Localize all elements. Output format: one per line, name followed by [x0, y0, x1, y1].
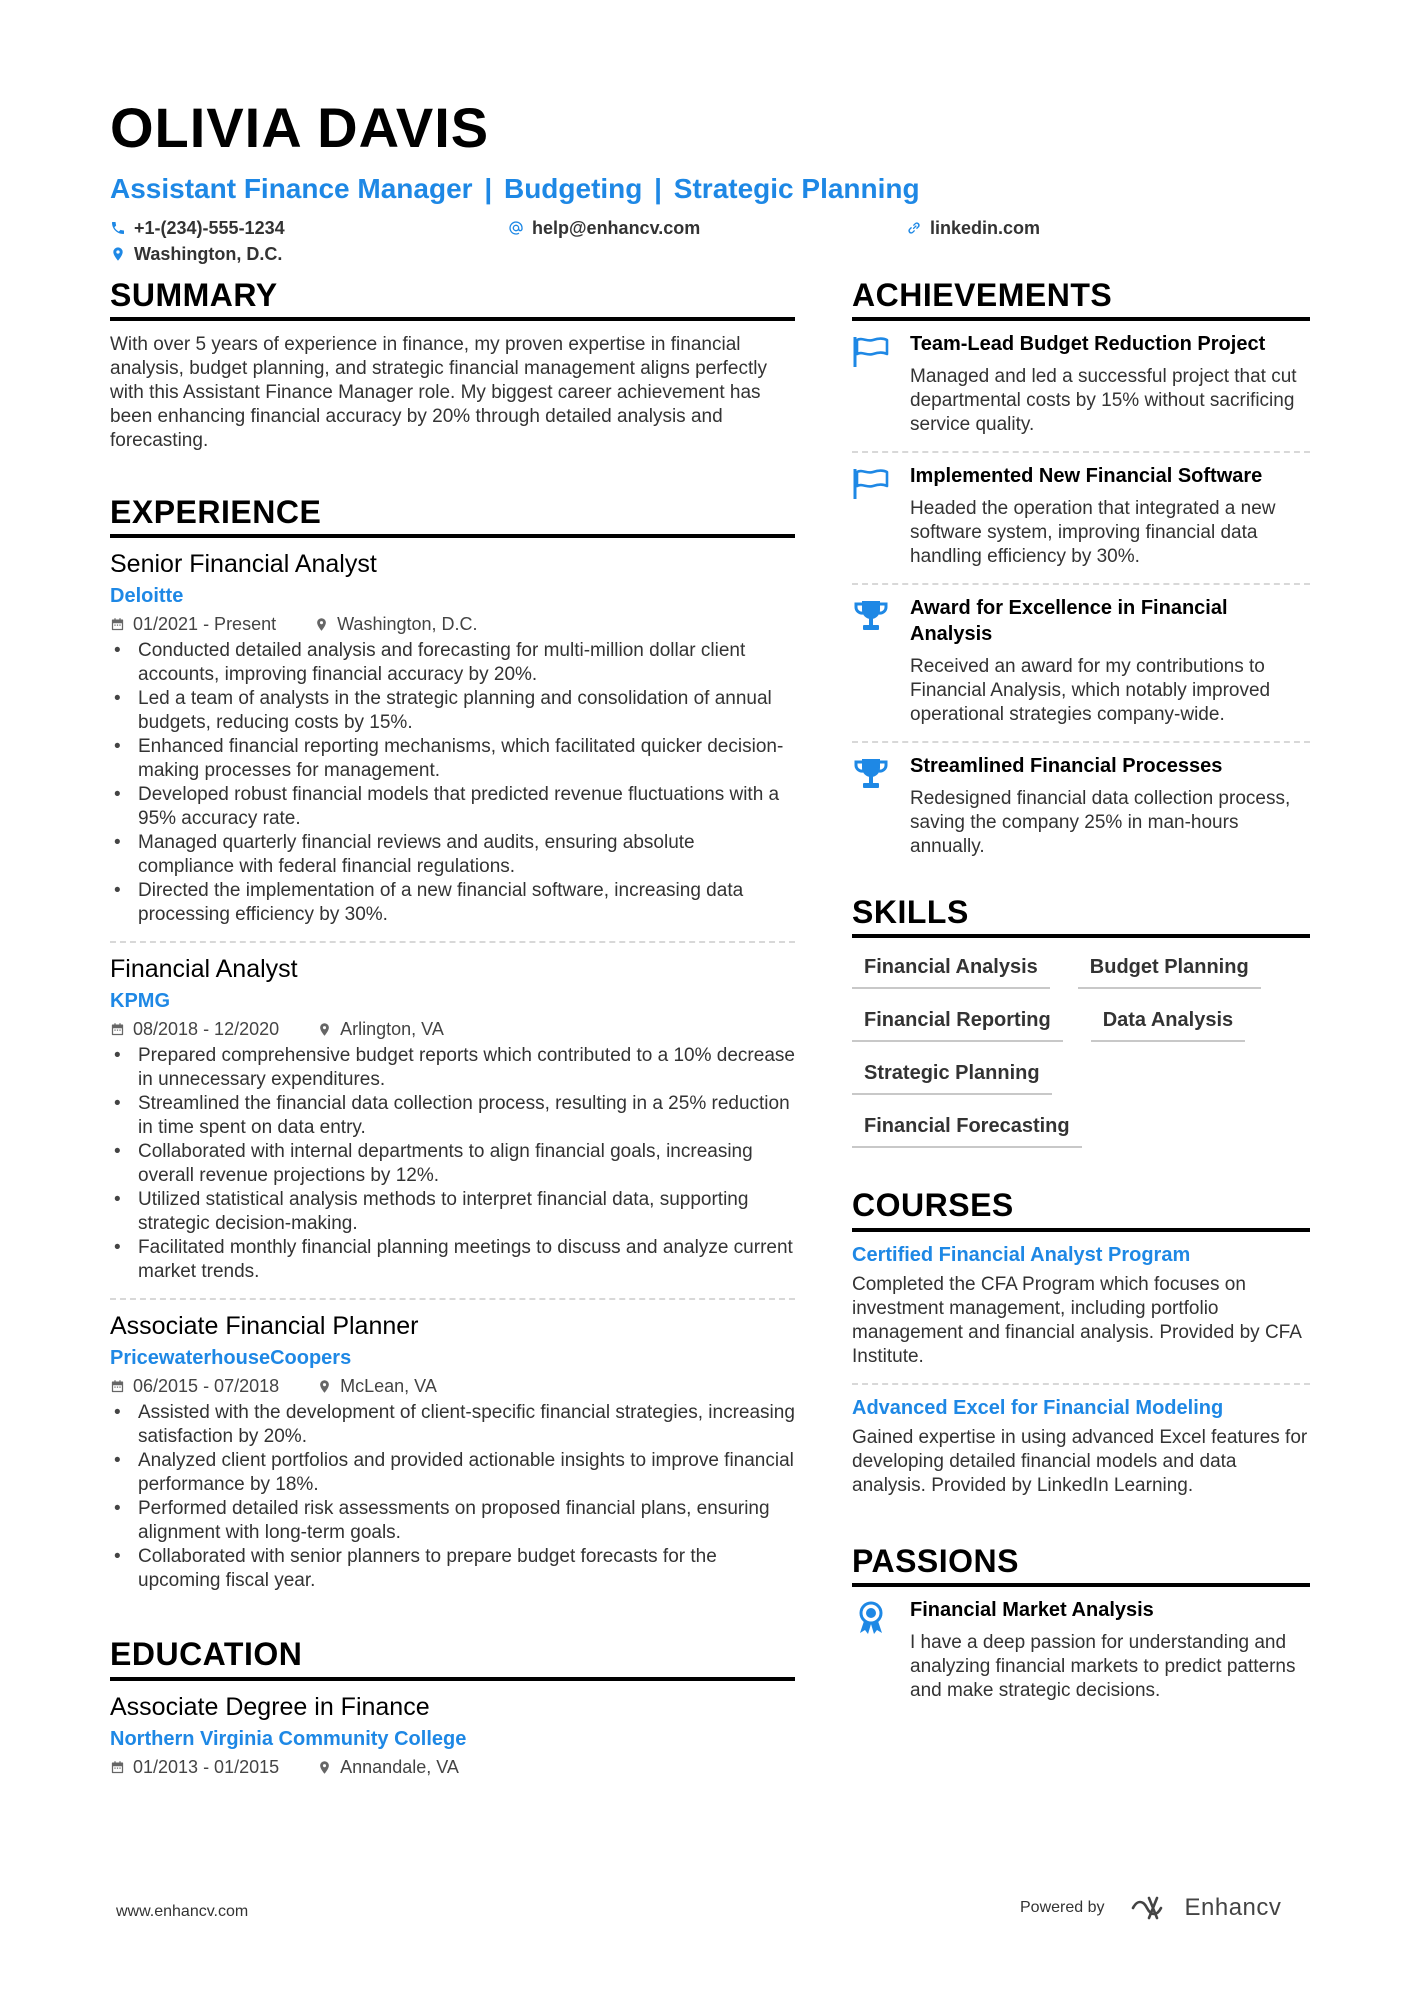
- medal-icon: [852, 1601, 890, 1635]
- footer-branding: [1020, 1894, 1281, 1922]
- contact-location: [110, 244, 282, 265]
- location-pin-icon: [314, 617, 329, 632]
- achievement-desc: Redesigned financial data collection process, saving the company 25% in man-hours annually.: [910, 788, 1291, 858]
- skill-tag: Financial Reporting: [852, 1005, 1063, 1042]
- skill-tag: Strategic Planning: [852, 1058, 1052, 1095]
- section-title: EXPERIENCE: [110, 495, 795, 538]
- bullet-item: • Directed the implementation of a new financial software, increasing data processing efficiency by 30%.: [110, 879, 795, 927]
- achievements-section: [852, 278, 1310, 873]
- education-section: [110, 1637, 795, 1777]
- job-title: Financial Analyst: [110, 955, 298, 984]
- section-title: SKILLS: [852, 895, 1310, 938]
- school-name: Northern Virginia Community College: [110, 1727, 467, 1750]
- trophy-icon: [852, 599, 890, 633]
- degree-title: Associate Degree in Finance: [110, 1692, 430, 1721]
- brand-name: Enhancv: [1184, 1894, 1282, 1921]
- calendar-icon: [110, 1760, 125, 1775]
- calendar-icon: [110, 617, 125, 632]
- course-title: Certified Financial Analyst Program: [852, 1243, 1191, 1266]
- job-bullets: [110, 639, 795, 927]
- achievement-desc: Headed the operation that integrated a new software system, improving financial data handling efficiency by 30%.: [910, 498, 1276, 568]
- bullet-item: • Streamlined the financial data collection process, resulting in a 25% reduction in time spent on data entry.: [110, 1092, 795, 1140]
- bullet-item: • Analyzed client portfolios and provided actionable insights to improve financial performance by 18%.: [110, 1449, 795, 1497]
- job-dates: 06/2015 - 07/2018: [133, 1376, 280, 1397]
- summary-section: [110, 278, 795, 453]
- course-item: [852, 1385, 1310, 1512]
- job-title: Associate Financial Planner: [110, 1312, 419, 1341]
- location-text: Washington, D.C.: [134, 243, 283, 264]
- email-address: help@enhancv.com: [532, 217, 701, 238]
- achievement-item: [852, 743, 1310, 873]
- job-location: McLean, VA: [340, 1376, 437, 1397]
- contact-email[interactable]: [508, 218, 700, 239]
- achievement-item: [852, 321, 1310, 453]
- experience-section: [110, 495, 795, 1607]
- bullet-item: • Facilitated monthly financial planning meetings to discuss and analyze current market trends.: [110, 1236, 795, 1284]
- summary-text: With over 5 years of experience in finance, my proven expertise in financial analysis, budget planning, and strategic financial management aligns perfectly with this Assistant Finance Manager role. My biggest career achievement has been enhancing financial accuracy by 20% through detailed analysis and forecasting.: [110, 334, 767, 452]
- resume-header: [110, 96, 1310, 272]
- passion-title: Financial Market Analysis: [910, 1598, 1154, 1621]
- bullet-item: • Prepared comprehensive budget reports which contributed to a 10% decrease in unnecessary expenditures.: [110, 1044, 795, 1092]
- flag-icon: [852, 335, 890, 369]
- headline-part: Strategic Planning: [673, 173, 920, 204]
- powered-by-label: Powered by: [1020, 1899, 1105, 1916]
- phone-number: +1-(234)-555-1234: [134, 217, 285, 238]
- calendar-icon: [110, 1022, 125, 1037]
- bullet-item: • Developed robust financial models that predicted revenue fluctuations with a 95% accuracy rate.: [110, 783, 795, 831]
- location-pin-icon: [317, 1379, 332, 1394]
- location-pin-icon: [317, 1760, 332, 1775]
- course-item: [852, 1232, 1310, 1385]
- bullet-item: • Collaborated with senior planners to prepare budget forecasts for the upcoming fiscal year.: [110, 1545, 795, 1593]
- achievement-desc: Received an award for my contributions to Financial Analysis, which notably improved operational strategies company-wide.: [910, 656, 1271, 726]
- job-entry: [110, 955, 795, 1300]
- bullet-item: • Performed detailed risk assessments on proposed financial plans, ensuring alignment with long-term goals.: [110, 1497, 795, 1545]
- job-entry: [110, 1312, 795, 1607]
- job-company: KPMG: [110, 990, 170, 1013]
- course-title: Advanced Excel for Financial Modeling: [852, 1396, 1224, 1419]
- achievement-title: Team-Lead Budget Reduction Project: [910, 333, 1266, 356]
- headline-separator: |: [484, 173, 493, 204]
- job-location: Arlington, VA: [340, 1019, 444, 1040]
- achievement-title: Streamlined Financial Processes: [910, 755, 1223, 778]
- section-title: EDUCATION: [110, 1637, 795, 1680]
- location-pin-icon: [110, 246, 126, 262]
- candidate-name: OLIVIA DAVIS: [110, 96, 490, 159]
- job-meta: [110, 614, 795, 635]
- link-icon: [906, 220, 922, 236]
- job-bullets: [110, 1401, 795, 1593]
- trophy-icon: [852, 757, 890, 791]
- calendar-icon: [110, 1379, 125, 1394]
- flag-icon: [852, 467, 890, 501]
- section-title: COURSES: [852, 1188, 1310, 1231]
- website-link: linkedin.com: [930, 217, 1041, 238]
- bullet-item: • Assisted with the development of client-specific financial strategies, increasing satisfaction by 20%.: [110, 1401, 795, 1449]
- achievement-item: [852, 453, 1310, 585]
- job-company: PricewaterhouseCoopers: [110, 1347, 352, 1370]
- passions-section: [852, 1544, 1310, 1717]
- section-title: ACHIEVEMENTS: [852, 278, 1310, 321]
- passion-item: [852, 1587, 1310, 1717]
- contact-phone[interactable]: [110, 218, 285, 239]
- job-company: Deloitte: [110, 585, 184, 608]
- contact-website[interactable]: [906, 218, 1040, 239]
- bullet-item: • Managed quarterly financial reviews and audits, ensuring absolute compliance with federal financial regulations.: [110, 831, 795, 879]
- bullet-item: • Led a team of analysts in the strategic planning and consolidation of annual budgets, reducing costs by 15%.: [110, 687, 795, 735]
- bullet-item: • Utilized statistical analysis methods to interpret financial data, supporting strategic decision-making.: [110, 1188, 795, 1236]
- course-desc: Gained expertise in using advanced Excel features for developing detailed financial models and data analysis. Provided by LinkedIn Learning.: [852, 1426, 1308, 1496]
- job-meta: [110, 1376, 795, 1397]
- skills-section: [852, 895, 1310, 1148]
- phone-icon: [110, 220, 126, 236]
- skill-tag: Budget Planning: [1078, 952, 1261, 989]
- skill-tag: Financial Forecasting: [852, 1111, 1082, 1148]
- enhancv-logo-icon: [1129, 1895, 1175, 1921]
- job-location: Washington, D.C.: [337, 614, 478, 635]
- education-meta: [110, 1757, 795, 1778]
- bullet-item: • Collaborated with internal departments to align financial goals, increasing overall revenue projections by 12%.: [110, 1140, 795, 1188]
- location-pin-icon: [317, 1022, 332, 1037]
- at-icon: [508, 220, 524, 236]
- bullet-item: • Conducted detailed analysis and forecasting for multi-million dollar client accounts, improving financial accuracy by 20%.: [110, 639, 795, 687]
- achievement-item: [852, 585, 1310, 743]
- passion-desc: I have a deep passion for understanding and analyzing financial markets to predict patterns and make strategic decisions.: [910, 1631, 1296, 1701]
- left-column: [110, 278, 795, 1778]
- job-title: Senior Financial Analyst: [110, 550, 377, 579]
- headline-part: Budgeting: [503, 173, 643, 204]
- headline: [110, 172, 1310, 206]
- footer-website[interactable]: www.enhancv.com: [116, 1903, 249, 1920]
- education-dates: 01/2013 - 01/2015: [133, 1756, 280, 1777]
- bullet-item: • Enhanced financial reporting mechanisms, which facilitated quicker decision-making processes for management.: [110, 735, 795, 783]
- skills-list: [852, 952, 1292, 1148]
- achievement-title: Award for Excellence in Financial Analysis: [910, 597, 1228, 646]
- education-location: Annandale, VA: [340, 1756, 459, 1777]
- courses-section: [852, 1188, 1310, 1511]
- section-title: SUMMARY: [110, 278, 795, 321]
- section-title: PASSIONS: [852, 1544, 1310, 1587]
- job-meta: [110, 1019, 795, 1040]
- skill-tag: Financial Analysis: [852, 952, 1050, 989]
- course-desc: Completed the CFA Program which focuses on investment management, including portfolio management and financial analysis. Provided by CFA Institute.: [852, 1273, 1301, 1367]
- headline-separator: |: [654, 173, 663, 204]
- job-entry: [110, 550, 795, 943]
- skill-tag: Data Analysis: [1091, 1005, 1245, 1042]
- achievement-desc: Managed and led a successful project that cut departmental costs by 15% without sacrificing service quality.: [910, 366, 1297, 436]
- job-bullets: [110, 1044, 795, 1284]
- contact-info: [110, 212, 1310, 272]
- job-dates: 08/2018 - 12/2020: [133, 1019, 280, 1040]
- achievement-title: Implemented New Financial Software: [910, 465, 1263, 488]
- headline-part: Assistant Finance Manager: [110, 173, 473, 204]
- brand-logo[interactable]: [1129, 1894, 1282, 1922]
- right-column: [852, 278, 1310, 1717]
- job-dates: 01/2021 - Present: [133, 614, 277, 635]
